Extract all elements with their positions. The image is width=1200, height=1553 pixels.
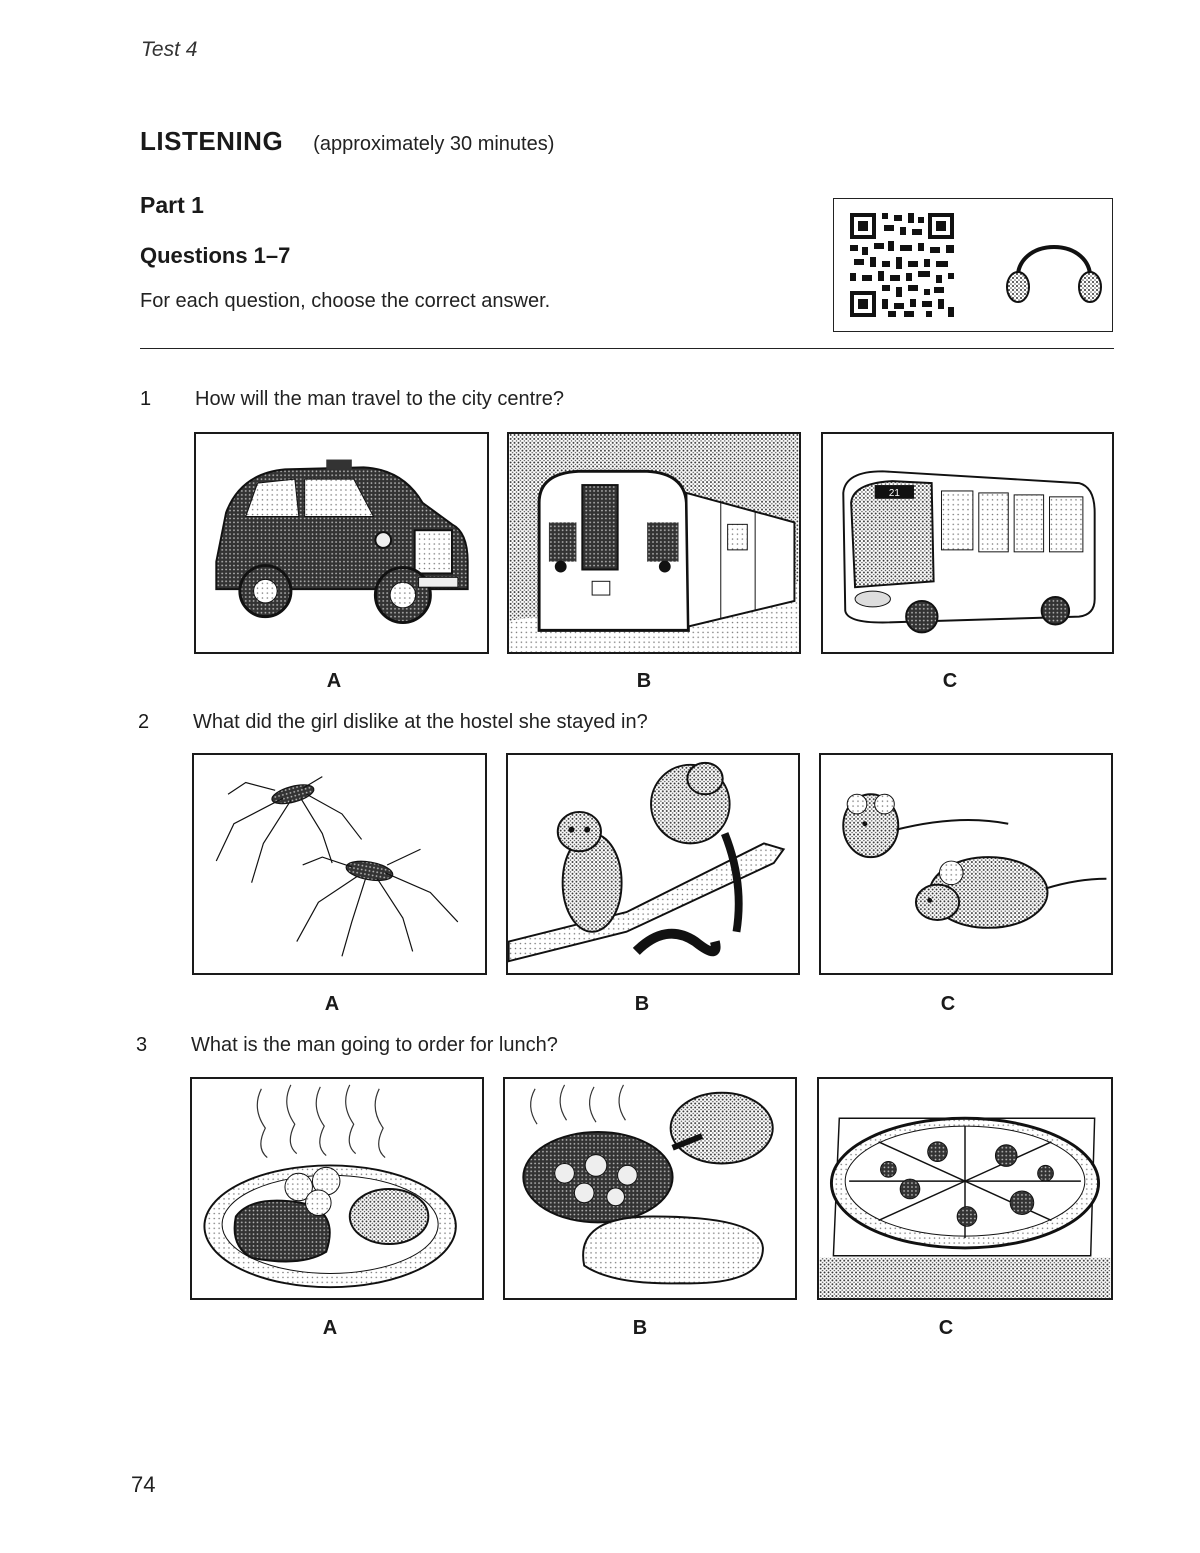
question-text: What is the man going to order for lunch? <box>191 1034 558 1056</box>
option-image-underground-train[interactable] <box>507 432 801 654</box>
option-label: B <box>634 993 650 1015</box>
headphones-icon[interactable] <box>1004 225 1104 307</box>
section-duration: (approximately 30 minutes) <box>313 133 555 155</box>
option-image-mosquitoes[interactable] <box>192 753 487 975</box>
option-image-taxi[interactable] <box>194 432 489 654</box>
option-label: C <box>942 670 958 692</box>
option-label: C <box>940 993 956 1015</box>
instruction-text: For each question, choose the correct answer. <box>140 290 551 312</box>
section-heading <box>140 126 554 157</box>
question-text: What did the girl dislike at the hostel she stayed in? <box>193 711 648 733</box>
section-divider <box>140 348 1114 349</box>
option-image-pizza[interactable] <box>817 1077 1113 1300</box>
question-number: 1 <box>140 388 152 410</box>
option-image-steak-and-potatoes[interactable] <box>190 1077 484 1300</box>
option-label: A <box>322 1317 338 1339</box>
question-number: 2 <box>138 711 150 733</box>
qr-code-icon[interactable] <box>848 211 956 319</box>
option-label: B <box>636 670 652 692</box>
question-range: Questions 1–7 <box>140 243 291 268</box>
option-label: A <box>324 993 340 1015</box>
part-title: Part 1 <box>140 192 204 218</box>
section-title: LISTENING <box>140 126 284 156</box>
option-label: B <box>632 1317 648 1339</box>
question-text: How will the man travel to the city centre? <box>195 388 565 410</box>
option-image-curry-with-rice-and-naan[interactable] <box>503 1077 797 1300</box>
option-image-mice[interactable] <box>819 753 1113 975</box>
option-image-monkeys[interactable] <box>506 753 800 975</box>
question-number: 3 <box>136 1034 148 1056</box>
bus-route-sign: 21 <box>888 487 900 499</box>
option-label: C <box>938 1317 954 1339</box>
test-label: Test 4 <box>141 38 198 61</box>
option-image-bus[interactable] <box>821 432 1114 654</box>
option-label: A <box>326 670 342 692</box>
page-number: 74 <box>131 1472 156 1497</box>
audio-media-box[interactable] <box>833 198 1113 332</box>
